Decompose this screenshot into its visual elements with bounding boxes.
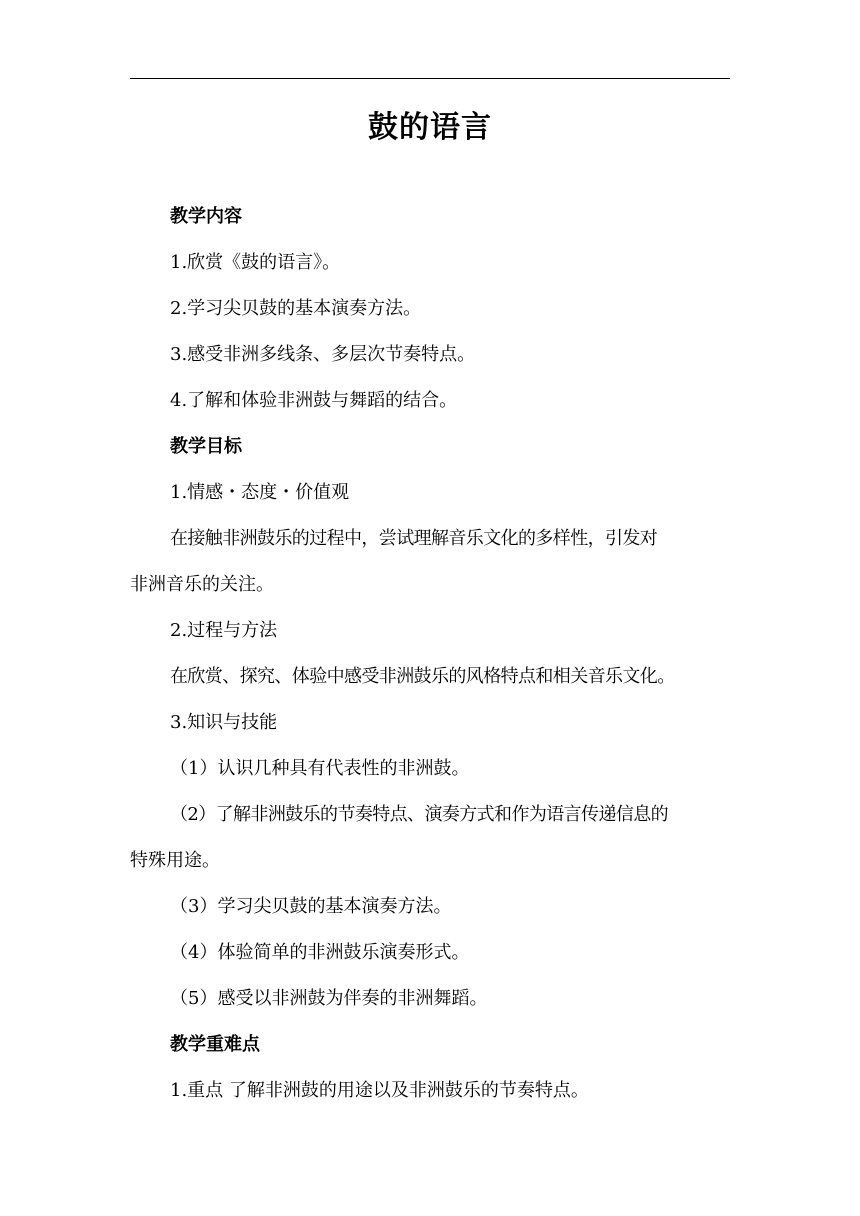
content-item-2: 2.学习尖贝鼓的基本演奏方法。 <box>170 298 422 319</box>
skill-item-2-line-1: （2）了解非洲鼓乐的节奏特点、演奏方式和作为语言传递信息的 <box>170 804 669 825</box>
skill-item-4: （4）体验简单的非洲鼓乐演奏形式。 <box>170 942 470 963</box>
goal-1-text-line-2: 非洲音乐的关注。 <box>130 574 274 595</box>
goal-2-label: 2.过程与方法 <box>170 620 278 641</box>
goal-2-text: 在欣赏、探究、体验中感受非洲鼓乐的风格特点和相关音乐文化。 <box>170 666 675 687</box>
goal-1-text-line-1: 在接触非洲鼓乐的过程中，尝试理解音乐文化的多样性，引发对 <box>170 528 658 549</box>
skill-item-3: （3）学习尖贝鼓的基本演奏方法。 <box>170 896 452 917</box>
key-point-item-1: 1.重点 了解非洲鼓的用途以及非洲鼓乐的节奏特点。 <box>170 1080 589 1101</box>
content-item-4: 4.了解和体验非洲鼓与舞蹈的结合。 <box>170 390 458 411</box>
skill-item-5: （5）感受以非洲鼓为伴奏的非洲舞蹈。 <box>170 988 488 1009</box>
document-title: 鼓的语言 <box>368 110 492 145</box>
section-heading-content: 教学内容 <box>170 206 242 227</box>
document-body <box>130 194 730 1114</box>
section-heading-key-points: 教学重难点 <box>170 1034 260 1055</box>
skill-item-2-line-2: 特殊用途。 <box>130 850 220 871</box>
content-item-3: 3.感受非洲多线条、多层次节奏特点。 <box>170 344 476 365</box>
content-item-1: 1.欣赏《鼓的语言》。 <box>170 252 341 273</box>
skill-item-1: （1）认识几种具有代表性的非洲鼓。 <box>170 758 470 779</box>
goal-1-label: 1.情感・态度・价值观 <box>170 482 350 503</box>
header-rule <box>130 78 730 79</box>
section-heading-goals: 教学目标 <box>170 436 242 457</box>
goal-3-label: 3.知识与技能 <box>170 712 278 733</box>
